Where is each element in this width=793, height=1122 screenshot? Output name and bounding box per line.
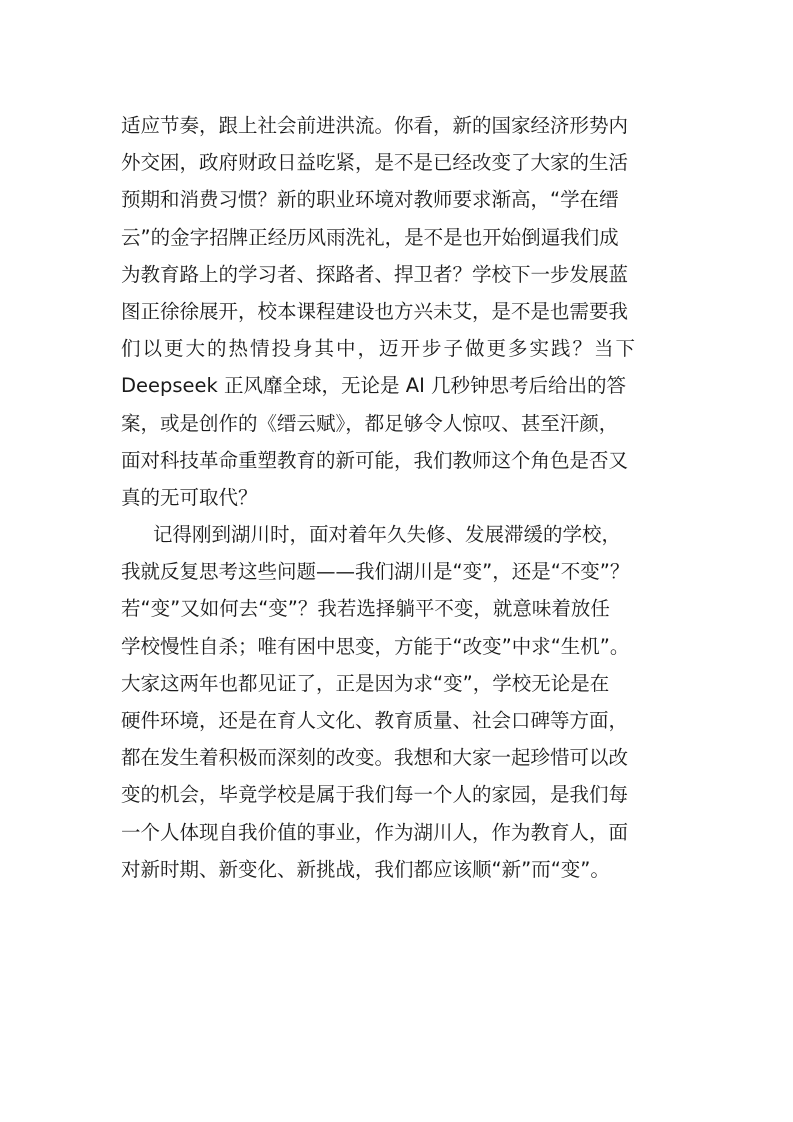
body-text [121, 107, 691, 888]
text-line: 外交困，政府财政日益吃紧，是不是已经改变了大家的生活 [121, 151, 629, 175]
text-line: 预期和消费习惯？新的职业环境对教师要求渐高，“学在缙 [121, 188, 619, 212]
text-line: 都在发生着积极而深刻的改变。我想和大家一起珍惜可以改 [121, 746, 629, 770]
text-line: 图正徐徐展开，校本课程建设也方兴未艾，是不是也需要我 [121, 299, 629, 323]
text-line: Deepseek 正风靡全球，无论是 AI 几秒钟思考后给出的答 [121, 374, 627, 398]
text-line: 云”的金字招牌正经历风雨洗礼，是不是也开始倒逼我们成 [121, 225, 619, 249]
text-line: 学校慢性自杀；唯有困中思变，方能于“改变”中求“生机”。 [121, 634, 630, 658]
text-line: 大家这两年也都见证了，正是因为求“变”，学校无论是在 [121, 671, 610, 695]
text-line: 们以更大的热情投身其中，迈开步子做更多实践？当下 [121, 337, 638, 361]
text-line: 我就反复思考这些问题——我们湖川是“变”，还是“不变”？ [121, 560, 630, 584]
text-line: 适应节奏，跟上社会前进洪流。你看，新的国家经济形势内 [121, 114, 629, 137]
text-line: 为教育路上的学习者、探路者、捍卫者？学校下一步发展蓝 [121, 262, 629, 286]
paragraph-first-line: 记得刚到湖川时，面对着年久失修、发展滞缓的学校， [153, 523, 622, 547]
text-line: 变的机会，毕竟学校是属于我们每一个人的家园，是我们每 [121, 783, 629, 807]
text-line: 若“变”又如何去“变”？我若选择躺平不变，就意味着放任 [121, 597, 610, 621]
text-line: 面对科技革命重塑教育的新可能，我们教师这个角色是否又 [121, 448, 629, 472]
text-line: 硬件环境，还是在育人文化、教育质量、社会口碑等方面， [121, 709, 629, 732]
text-line: 对新时期、新变化、新挑战，我们都应该顺“新”而“变”。 [121, 857, 610, 881]
text-line: 真的无可取代？ [121, 485, 258, 509]
text-line: 一个人体现自我价值的事业，作为湖川人，作为教育人，面 [121, 820, 629, 844]
text-line: 案，或是创作的《缙云赋》，都足够令人惊叹、甚至汗颜， [121, 411, 619, 435]
